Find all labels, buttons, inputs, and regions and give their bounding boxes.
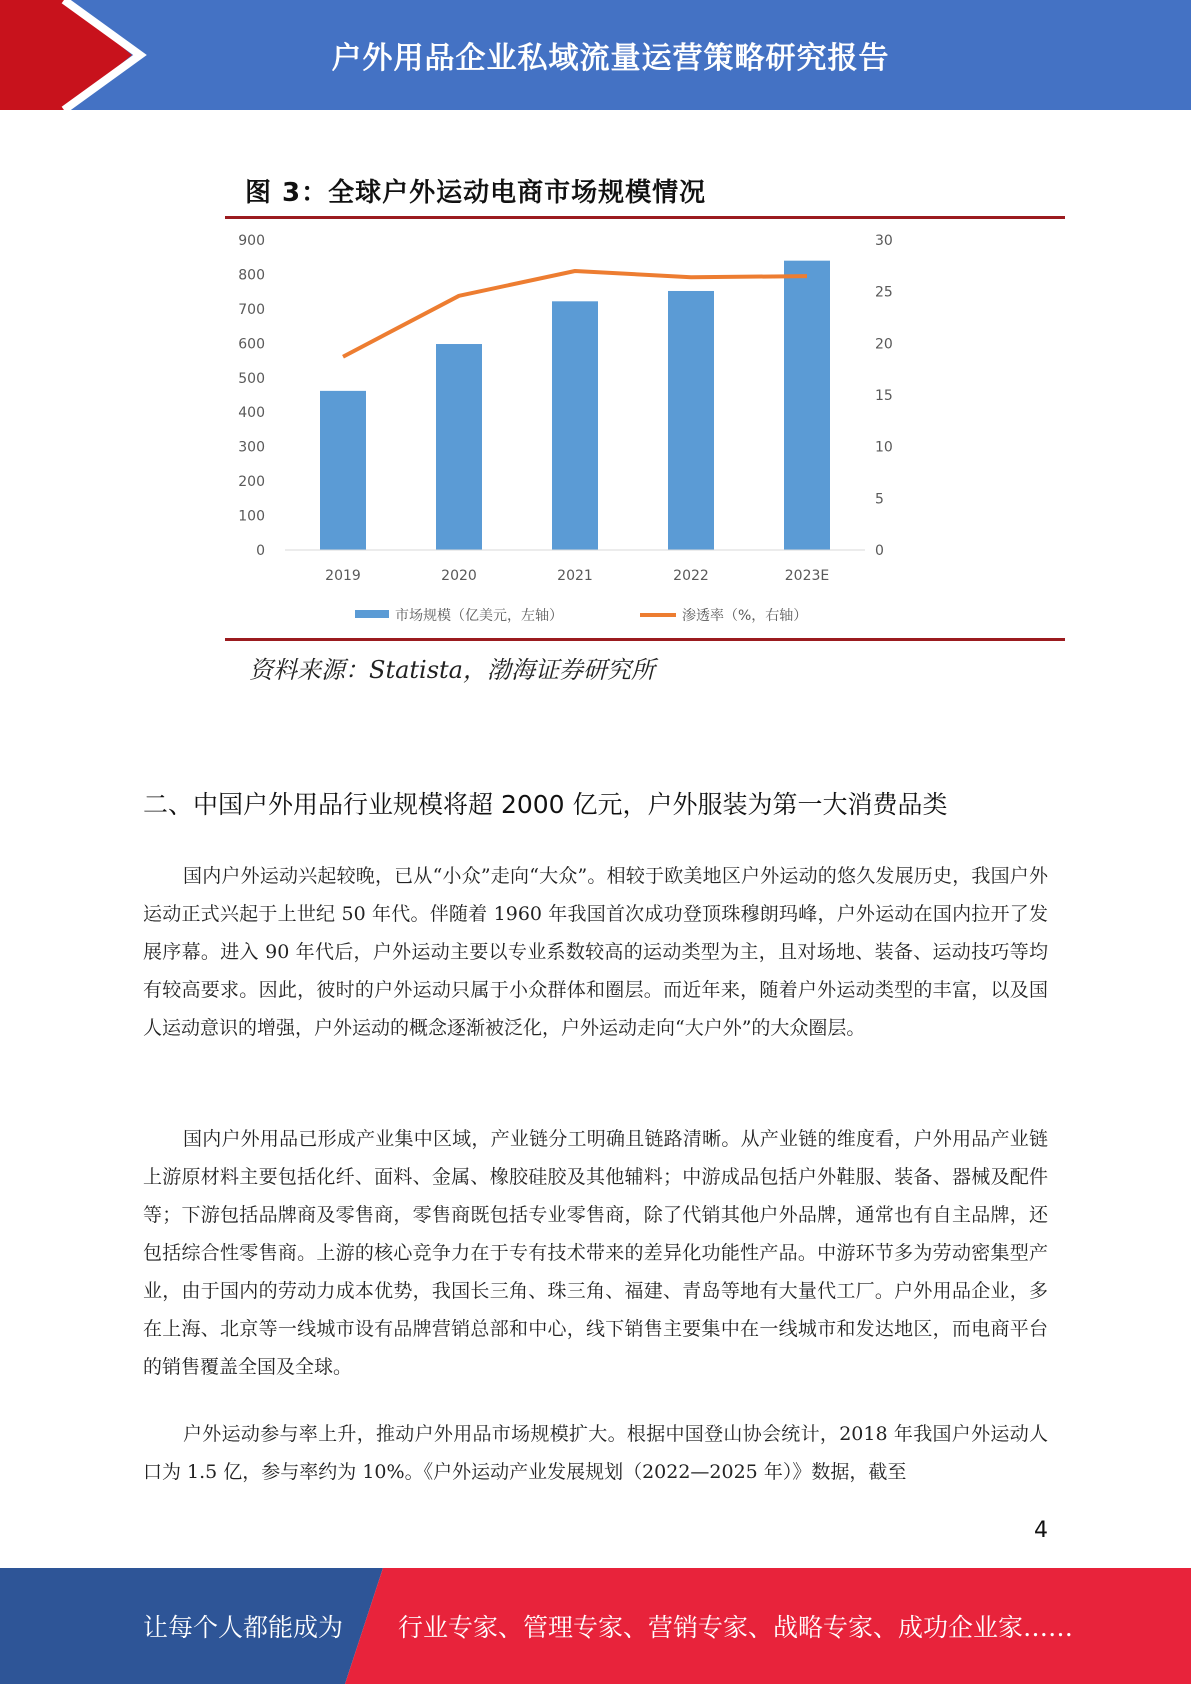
- x-tick-label: 2020: [441, 568, 477, 584]
- paragraph-3: 户外运动参与率上升，推动户外用品市场规模扩大。根据中国登山协会统计，2018 年我国户外运动人口为 1.5 亿，参与率约为 10%。《户外运动产业发展规划（2022—2025 年）》数据，截至: [143, 1423, 1048, 1483]
- header-title: 户外用品企业私域流量运营策略研究报告: [331, 41, 890, 76]
- x-tick-label: 2019: [325, 568, 361, 584]
- y-left-tick-label: 0: [256, 543, 265, 559]
- paragraph-1: 国内户外运动兴起较晚，已从“小众”走向“大众”。相较于欧美地区户外运动的悠久发展历史，我国户外运动正式兴起于上世纪 50 年代。伴随着 1960 年我国首次成功登顶珠穆朗玛峰，户外运动在国内拉开了发展序幕。进入 90 年代后，户外运动主要以专业系数较高的运动类型为主，且对场地、装备、运动技巧等均有较高要求。因此，彼时的户外运动只属于小众群体和圈层。而近年来，随着户外运动类型的丰富，以及国人运动意识的增强，户外运动的概念逐渐被泛化，户外运动走向“大户外”的大众圈层。: [143, 865, 1048, 1039]
- y-right-tick-label: 10: [875, 439, 893, 456]
- figure-3: [225, 160, 1065, 700]
- y-left-tick-label: 500: [238, 370, 265, 387]
- y-left-tick-label: 700: [238, 301, 265, 318]
- footer-slogan-left: 让每个人都能成为: [143, 1613, 344, 1642]
- legend-label-line: 渗透率（%，右轴）: [682, 608, 808, 624]
- figure-source: 资料来源：Statista，渤海证券研究所: [249, 656, 655, 684]
- paragraph-2: 国内户外用品已形成产业集中区域，产业链分工明确且链路清晰。从产业链的维度看，户外用品产业链上游原材料主要包括化纤、面料、金属、橡胶硅胶及其他辅料；中游成品包括户外鞋服、装备、器械及配件等；下游包括品牌商及零售商，零售商既包括专业零售商，除了代销其他户外品牌，通常也有自主品牌，还包括综合性零售商。上游的核心竞争力在于专有技术带来的差异化功能性产品。中游环节多为劳动密集型产业，由于国内的劳动力成本优势，我国长三角、珠三角、福建、青岛等地有大量代工厂。户外用品企业，多在上海、北京等一线城市设有品牌营销总部和中心，线下销售主要集中在一线城市和发达地区，而电商平台的销售覆盖全国及全球。: [143, 1128, 1048, 1378]
- y-right-tick-label: 15: [875, 388, 893, 404]
- y-right-tick-label: 20: [875, 336, 893, 353]
- y-left-tick-label: 800: [238, 267, 265, 284]
- figure-top-rule: [225, 216, 1065, 219]
- section-heading: 二、中国户外用品行业规模将超 2000 亿元，户外服装为第一大消费品类: [143, 790, 948, 819]
- legend-label-bar: 市场规模（亿美元，左轴）: [395, 608, 563, 624]
- y-left-tick-label: 900: [238, 233, 265, 249]
- x-tick-label: 2021: [557, 568, 593, 584]
- page-footer: [0, 1568, 1191, 1684]
- bar: [784, 261, 830, 550]
- y-right-tick-label: 5: [875, 491, 884, 508]
- bar: [552, 301, 598, 550]
- x-tick-label: 2022: [673, 568, 709, 584]
- y-left-tick-label: 200: [238, 474, 265, 491]
- legend-swatch-bar: [355, 610, 389, 618]
- y-left-tick-label: 100: [238, 508, 265, 525]
- footer-slogan-right: 行业专家、管理专家、营销专家、战略专家、成功企业家……: [398, 1613, 1074, 1642]
- y-left-tick-label: 300: [238, 439, 265, 456]
- bar: [668, 291, 714, 550]
- y-left-tick-label: 400: [238, 405, 265, 422]
- y-right-tick-label: 30: [875, 233, 893, 249]
- y-left-tick-label: 600: [238, 336, 265, 353]
- bar: [320, 391, 366, 550]
- chart-area: [225, 220, 1065, 635]
- y-right-tick-label: 25: [875, 284, 893, 301]
- x-tick-label: 2023E: [784, 568, 830, 584]
- page-number: 4: [1034, 1518, 1048, 1543]
- bar: [436, 344, 482, 550]
- figure-bottom-rule: [225, 638, 1065, 641]
- figure-title: 图 3：全球户外运动电商市场规模情况: [245, 178, 707, 208]
- page-header: [0, 0, 1191, 110]
- y-right-tick-label: 0: [875, 543, 884, 559]
